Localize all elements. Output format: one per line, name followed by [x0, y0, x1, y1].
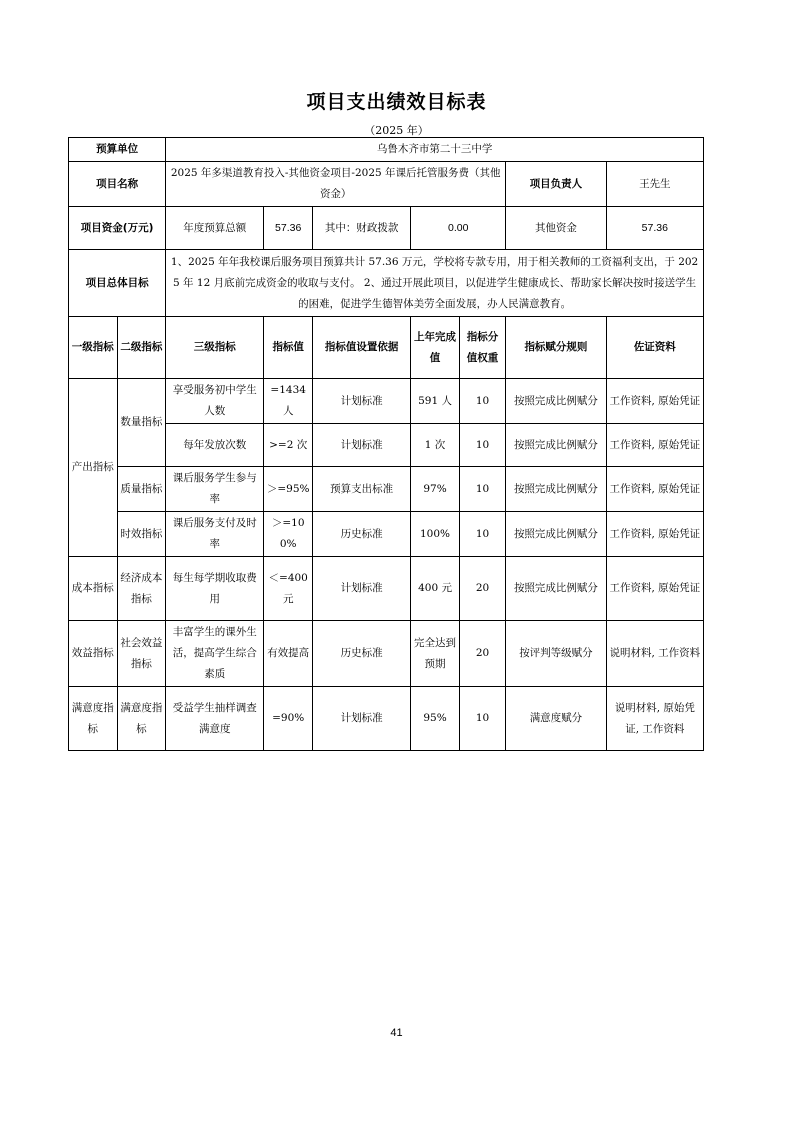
row6-rule: 按评判等级赋分 [506, 621, 606, 687]
row2-rule: 按照完成比例赋分 [506, 424, 606, 467]
row6-value: 有效提高 [264, 621, 313, 687]
output-level1: 产出指标 [69, 379, 118, 557]
row6-last: 完全达到预期 [411, 621, 460, 687]
row5-evidence: 工作资料, 原始凭证 [606, 557, 703, 621]
row5-level3: 每生每学期收取费用 [166, 557, 264, 621]
header-level2: 二级指标 [117, 317, 166, 379]
row3-evidence: 工作资料, 原始凭证 [606, 467, 703, 512]
satisfaction-level2: 满意度指标 [117, 687, 166, 751]
row3-level3: 课后服务学生参与率 [166, 467, 264, 512]
fiscal-label: 其中：财政拨款 [312, 207, 410, 250]
row6-basis: 历史标准 [312, 621, 410, 687]
benefit-level1: 效益指标 [69, 621, 118, 687]
row6-evidence: 说明材料, 工作资料 [606, 621, 703, 687]
year-label: （2025 年） [364, 124, 429, 137]
row3-last: 97% [411, 467, 460, 512]
row2-evidence: 工作资料, 原始凭证 [606, 424, 703, 467]
row2-last: 1 次 [411, 424, 460, 467]
row1-evidence: 工作资料, 原始凭证 [606, 379, 703, 424]
quality-level2: 质量指标 [117, 467, 166, 512]
row5-rule: 按照完成比例赋分 [506, 557, 606, 621]
page-title: 项目支出绩效目标表 [306, 91, 487, 113]
row3-weight: 10 [459, 467, 505, 512]
performance-table [68, 137, 704, 751]
overall-goal-text: 1、2025 年年我校课后服务项目预算共计 57.36 万元，学校将专款专用，用于相关教师的工资福利支出，于 2025 年 12 月底前完成资金的收取与支付。 2、通过开展此项目，以促进学生健康成长、帮助家长解决按时接送学生的困难，促进学生德智体美劳全面发展，办人民满意教育。 [166, 250, 704, 317]
row7-level3: 受益学生抽样调查满意度 [166, 687, 264, 751]
header-last-year: 上年完成值 [411, 317, 460, 379]
header-level1: 一级指标 [69, 317, 118, 379]
row1-rule: 按照完成比例赋分 [506, 379, 606, 424]
annual-budget-value: 57.36 [264, 207, 313, 250]
row1-value: =1434 人 [264, 379, 313, 424]
funds-label: 项目资金(万元) [69, 207, 166, 250]
row7-rule: 满意度赋分 [506, 687, 606, 751]
overall-goal-label: 项目总体目标 [69, 250, 166, 317]
row5-weight: 20 [459, 557, 505, 621]
row4-level3: 课后服务支付及时率 [166, 512, 264, 557]
header-basis: 指标值设置依据 [312, 317, 410, 379]
row3-value: ＞=95% [264, 467, 313, 512]
row4-evidence: 工作资料, 原始凭证 [606, 512, 703, 557]
row3-basis: 预算支出标准 [312, 467, 410, 512]
row4-rule: 按照完成比例赋分 [506, 512, 606, 557]
cost-level2: 经济成本指标 [117, 557, 166, 621]
row6-weight: 20 [459, 621, 505, 687]
row2-basis: 计划标准 [312, 424, 410, 467]
benefit-level2: 社会效益指标 [117, 621, 166, 687]
row1-basis: 计划标准 [312, 379, 410, 424]
project-owner-label: 项目负责人 [506, 162, 606, 207]
row2-value: >=2 次 [264, 424, 313, 467]
other-funds-value: 57.36 [606, 207, 703, 250]
row5-basis: 计划标准 [312, 557, 410, 621]
row4-weight: 10 [459, 512, 505, 557]
budget-unit-label: 预算单位 [69, 138, 166, 162]
header-level3: 三级指标 [166, 317, 264, 379]
row3-rule: 按照完成比例赋分 [506, 467, 606, 512]
timeliness-level2: 时效指标 [117, 512, 166, 557]
other-funds-label: 其他资金 [506, 207, 606, 250]
page-number: 41 [390, 1027, 403, 1039]
annual-budget-label: 年度预算总额 [166, 207, 264, 250]
row4-value: ＞=100% [264, 512, 313, 557]
fiscal-value: 0.00 [411, 207, 506, 250]
row6-level3: 丰富学生的课外生活，提高学生综合素质 [166, 621, 264, 687]
row4-basis: 历史标准 [312, 512, 410, 557]
row7-value: =90% [264, 687, 313, 751]
header-evidence: 佐证资料 [606, 317, 703, 379]
cost-level1: 成本指标 [69, 557, 118, 621]
row1-last: 591 人 [411, 379, 460, 424]
row7-weight: 10 [459, 687, 505, 751]
row1-weight: 10 [459, 379, 505, 424]
project-owner-value: 王先生 [606, 162, 703, 207]
row1-level3: 享受服务初中学生人数 [166, 379, 264, 424]
satisfaction-level1: 满意度指标 [69, 687, 118, 751]
row7-last: 95% [411, 687, 460, 751]
quantity-level2: 数量指标 [117, 379, 166, 467]
row7-evidence: 说明材料, 原始凭证, 工作资料 [606, 687, 703, 751]
budget-unit-value: 乌鲁木齐市第二十三中学 [166, 138, 704, 162]
row5-value: ＜=400 元 [264, 557, 313, 621]
header-weight: 指标分值权重 [459, 317, 505, 379]
project-name-label: 项目名称 [69, 162, 166, 207]
row5-last: 400 元 [411, 557, 460, 621]
row4-last: 100% [411, 512, 460, 557]
row2-level3: 每年发放次数 [166, 424, 264, 467]
row7-basis: 计划标准 [312, 687, 410, 751]
header-rule: 指标赋分规则 [506, 317, 606, 379]
header-value: 指标值 [264, 317, 313, 379]
project-name-value: 2025 年多渠道教育投入-其他资金项目-2025 年课后托管服务费（其他资金） [166, 162, 506, 207]
row2-weight: 10 [459, 424, 505, 467]
